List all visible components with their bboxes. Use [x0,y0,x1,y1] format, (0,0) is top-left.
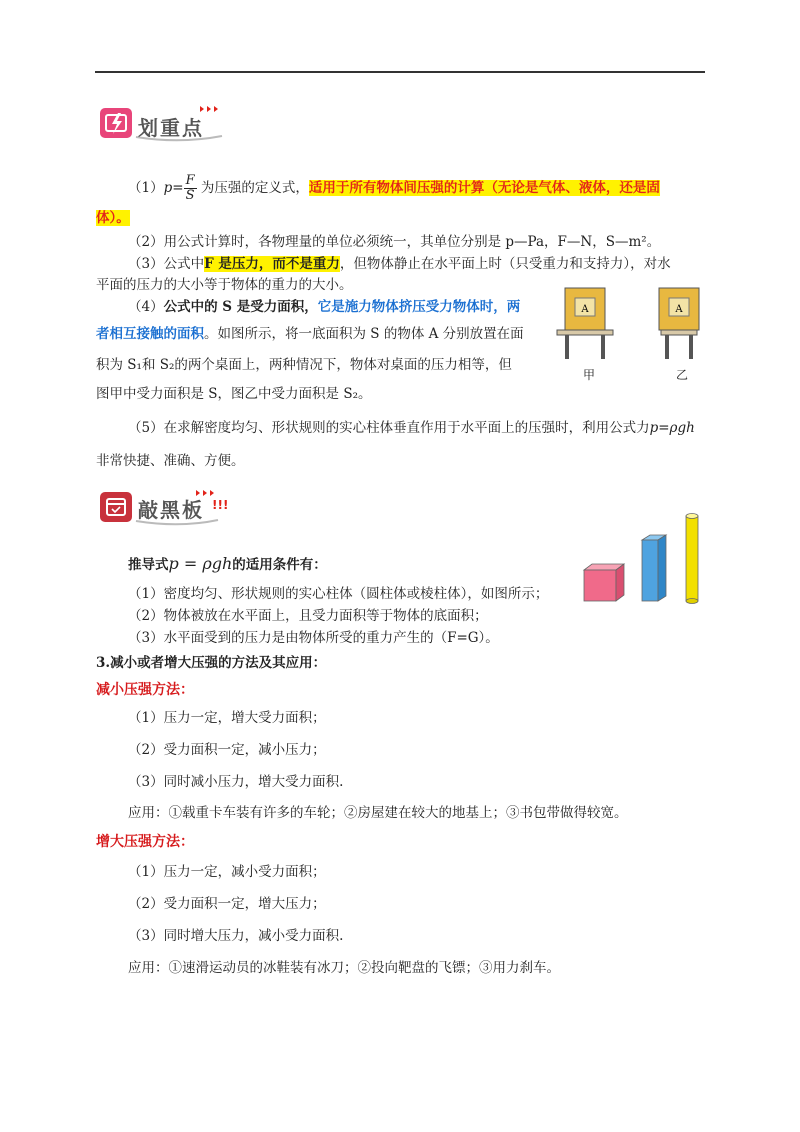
item-5-line-a: （5）在求解密度均匀、形状规则的实心柱体垂直作用于水平面上的压强时，利用公式力p=ρgh [128,420,695,436]
item-4-line-d: 图甲中受力面积是 S，图乙中受力面积是 S₂。 [96,386,372,402]
increase-application: 应用：①速滑运动员的冰鞋装有冰刀；②投向靶盘的飞镖；③用力刹车。 [128,960,560,976]
section-title-2: 敲黑板 [138,498,204,522]
item-5-line-b: 非常快捷、准确、方便。 [96,453,245,469]
top-rule [95,71,705,73]
calendar-badge-icon [100,492,132,522]
tables-figure [555,286,715,386]
lead-line: 推导式p = ρgh的适用条件有： [128,554,327,573]
caption-yi: 乙 [676,368,689,382]
condition-3: （3）水平面受到的压力是由物体所受的重力产生的（F=G）。 [128,630,499,646]
reduce-item-1: （1）压力一定，增大受力面积； [128,710,326,726]
item-1-line-a: （1）p= $\frac{F}{S}$ 为压强的定义式，适用于所有物体间压强的计算（无论是气体、液体，还是固 [128,173,660,203]
item-4-line-c: 积为 S₁和 S₂的两个桌面上，两种情况下，物体对桌面的压力相等，但 [96,357,512,373]
reduce-application: 应用：①载重卡车装有许多的车轮；②房屋建在较大的地基上；③书包带做得较宽。 [128,805,628,821]
increase-title: 增大压强方法： [96,834,194,850]
cylinder-shape [686,514,698,604]
increase-item-2: （2）受力面积一定，增大压力； [128,896,326,912]
item-4-line-b: 者相互接触的面积。如图所示，将一底面积为 S 的物体 A 分别放置在面 [96,326,524,342]
reduce-item-3: （3）同时减小压力，增大受力面积. [128,774,344,790]
exclaim-marks: !!! [212,498,229,512]
item-3-line-a: （3）公式中F 是压力，而不是重力，但物体静止在水平面上时（只受重力和支持力），对水 [128,256,671,272]
increase-item-1: （1）压力一定，减小受力面积； [128,864,326,880]
prism-shape [642,535,666,601]
condition-2: （2）物体被放在水平面上，且受力面积等于物体的底面积； [128,608,488,624]
item-3-line-b: 平面的压力的大小等于物体的重力的大小。 [96,277,353,293]
svg-text:A: A [675,304,683,315]
table-yi [659,288,699,359]
caption-jia: 甲 [583,368,596,382]
increase-item-3: （3）同时增大压力，减小受力面积. [128,928,344,944]
reduce-title: 减小压强方法： [96,682,194,698]
condition-1: （1）密度均匀、形状规则的实心柱体（圆柱体或棱柱体），如图所示； [128,586,549,602]
item-4-line-a: （4）公式中的 S 是受力面积，它是施力物体挤压受力物体时，两 [128,299,521,315]
table-jia [557,288,613,359]
solids-figure [578,508,708,608]
cube-shape [584,564,624,601]
item-2: （2）用公式计算时，各物理量的单位必须统一，其单位分别是 p—Pa，F—N，S—m²。 [128,234,661,250]
block-label-a: A [581,304,589,315]
section-3-heading: 3.减小或者增大压强的方法及其应用： [96,655,327,671]
section-title-1: 划重点 [138,116,204,140]
reduce-item-2: （2）受力面积一定，减小压力； [128,742,326,758]
item-1-line-b: 体）。 [96,210,130,226]
fraction-f-over-s: $\frac{F}{S}$ [185,173,195,203]
